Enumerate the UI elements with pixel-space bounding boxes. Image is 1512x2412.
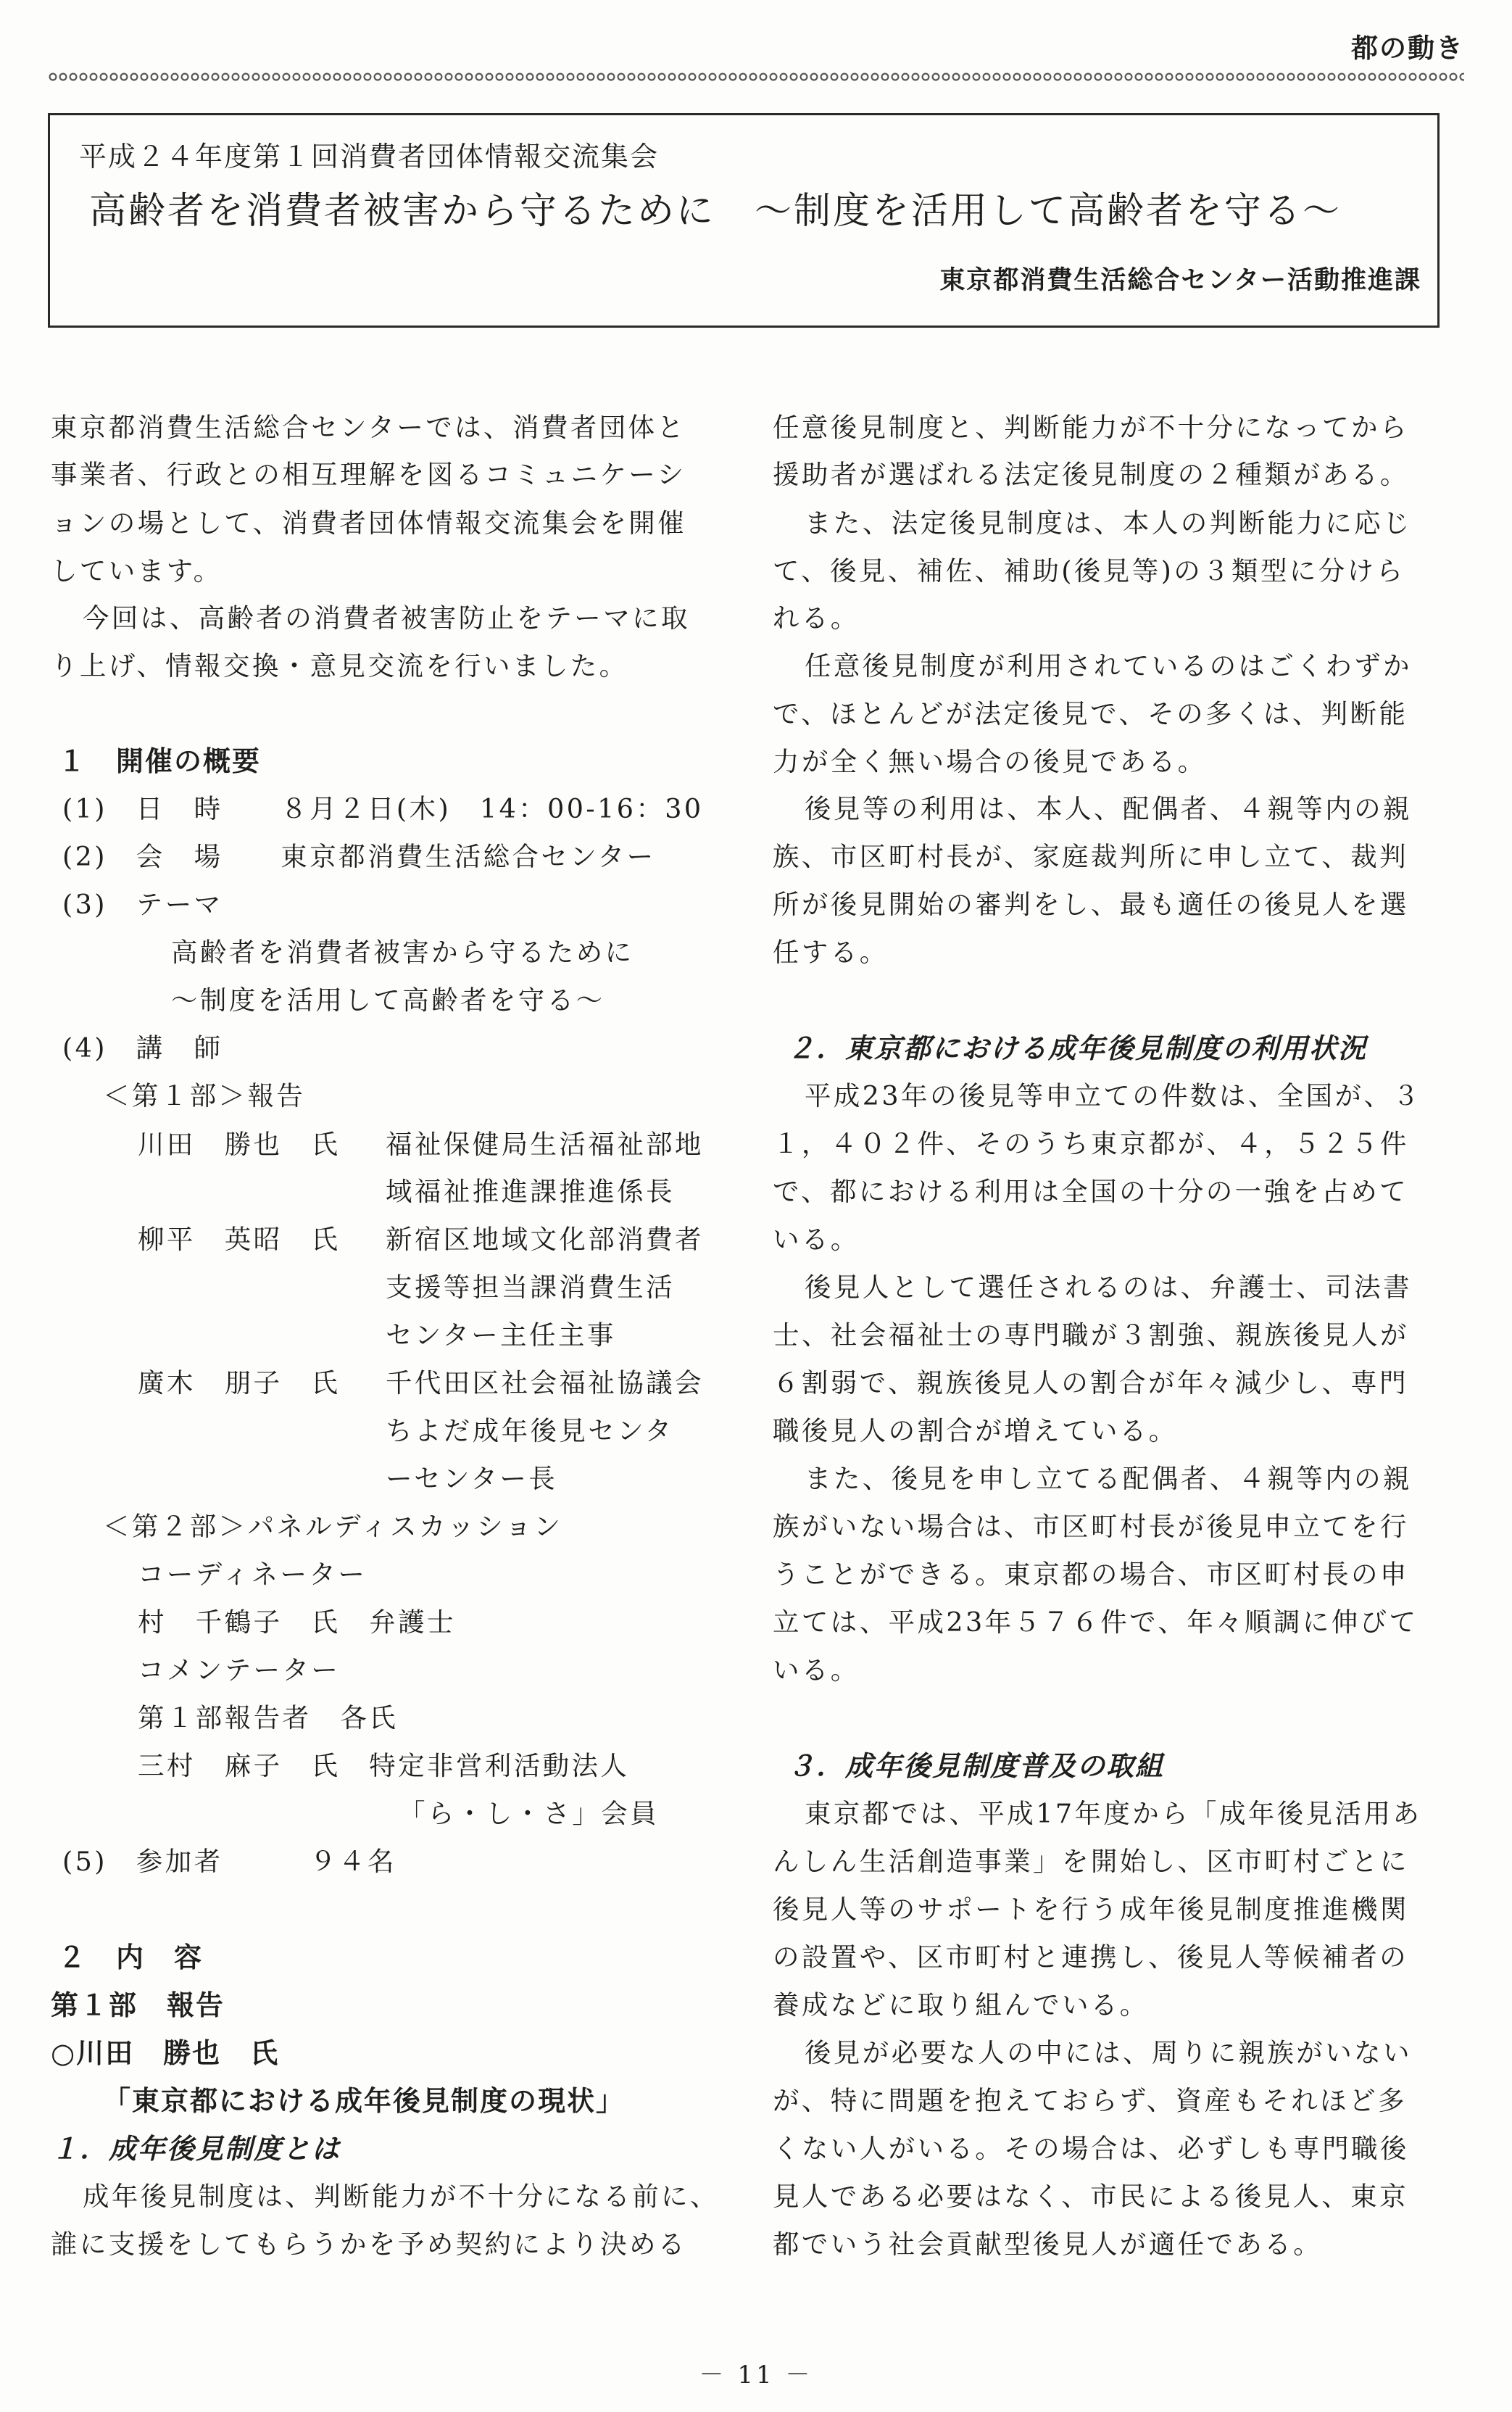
text-line: 族、市区町村長が、家庭裁判所に申し立て、裁判 [773, 841, 1409, 872]
text-line: コメンテーター [138, 1654, 341, 1686]
text-line: 職後見人の割合が増えている。 [773, 1415, 1178, 1446]
text-line: ６割弱で、親族後見人の割合が年々減少し、専門 [773, 1367, 1409, 1398]
section-heading: ２．東京都における成年後見制度の利用状況 [787, 1032, 1368, 1064]
text-line: 立ては、平成23年５７６件で、年々順調に伸びて [773, 1607, 1418, 1638]
text-line: り上げ、情報交換・意見交流を行いました。 [51, 650, 628, 681]
text-line: (3) テーマ [62, 889, 223, 920]
text-line: 平成23年の後見等申立ての件数は、全国が、３ [805, 1080, 1422, 1111]
text-line: 支援等担当課消費生活 [386, 1272, 675, 1303]
section-tag: 都の動き [1351, 33, 1464, 64]
text-line: ～制度を活用して高齢者を守る～ [171, 985, 605, 1016]
text-line: で、ほとんどが法定後見で、その多くは、判断能 [773, 698, 1408, 729]
text-line: また、後見を申し立てる配偶者、４親等内の親 [805, 1463, 1412, 1494]
text-line: 士、社会福祉士の専門職が３割強、親族後見人が [773, 1319, 1409, 1351]
text-line: ちよだ成年後見センタ [386, 1415, 674, 1446]
text-line: 今回は、高齢者の消費者被害防止をテーマに取 [83, 602, 690, 634]
text-line: 三村 麻子 氏 特定非営利活動法人 [138, 1750, 630, 1781]
text-line: 廣木 朋子 氏 [138, 1367, 341, 1398]
section-heading: １ 開催の概要 [58, 745, 262, 777]
section-heading: ○川田 勝也 氏 [51, 2037, 280, 2069]
text-line: 川田 勝也 氏 [138, 1129, 341, 1160]
text-line: 東京都では、平成17年度から「成年後見活用あ [805, 1798, 1422, 1829]
text-line: て、後見、補佐、補助(後見等)の３類型に分けら [773, 555, 1405, 587]
text-line: １，４０２件、そのうち東京都が、４，５２５件 [773, 1128, 1409, 1159]
text-line: れる。 [773, 602, 860, 634]
text-line: また、法定後見制度は、本人の判断能力に応じ [805, 507, 1412, 539]
text-line: (2) 会 場 東京都消費生活総合センター [62, 841, 656, 872]
text-line: 所が後見開始の審判をし、最も適任の後見人を選 [773, 889, 1409, 920]
dotted-divider [48, 71, 1464, 83]
text-line: 福祉保健局生活福祉部地 [386, 1129, 704, 1160]
section-heading: ３．成年後見制度普及の取組 [787, 1750, 1165, 1782]
text-line: (1) 日 時 ８月２日(木) 14：00-16：30 [62, 793, 704, 824]
department-name: 東京都消費生活総合センター活動推進課 [939, 266, 1421, 295]
section-heading: 第１部 報告 [51, 1989, 225, 2021]
text-line: コーディネーター [138, 1559, 367, 1590]
text-line: ＜第２部＞パネルディスカッション [103, 1511, 563, 1542]
text-line: 事業者、行政との相互理解を図るコミュニケーシ [51, 459, 686, 490]
text-line: 成年後見制度は、判断能力が不十分になる前に、 [83, 2181, 719, 2212]
text-line: 柳平 英昭 氏 [138, 1224, 341, 1255]
text-line: 族がいない場合は、市区町村長が後見申立てを行 [773, 1511, 1409, 1542]
text-line: 養成などに取り組んでいる。 [773, 1989, 1149, 2021]
text-line: 援助者が選ばれる法定後見制度の２種類がある。 [773, 459, 1409, 490]
text-line: 後見人等のサポートを行う成年後見制度推進機関 [773, 1894, 1409, 1925]
text-line: で、都における利用は全国の十分の一強を占めて [773, 1176, 1409, 1207]
text-line: 高齢者を消費者被害から守るために [171, 937, 634, 968]
text-line: が、特に問題を抱えておらず、資産もそれほど多 [773, 2085, 1407, 2116]
section-heading: ２ 内 容 [58, 1941, 204, 1973]
text-line: (5) 参加者 ９４名 [62, 1846, 396, 1877]
text-line: 千代田区社会福祉協議会 [386, 1367, 704, 1398]
text-line: うことができる。東京都の場合、市区町村長の申 [773, 1559, 1409, 1590]
section-heading: １．成年後見制度とは [51, 2133, 341, 2165]
text-line: 「ら・し・さ」会員 [399, 1798, 660, 1829]
text-line: んしん生活創造事業」を開始し、区市町村ごとに [773, 1846, 1409, 1877]
text-line: 誰に支援をしてもらうかを予め契約により決める [51, 2229, 687, 2260]
text-line: 東京都消費生活総合センターでは、消費者団体と [51, 412, 686, 443]
text-line: ーセンター長 [386, 1463, 558, 1494]
text-line: (4) 講 師 [62, 1032, 223, 1064]
text-line: 新宿区地域文化部消費者 [386, 1224, 704, 1255]
text-line: 任意後見制度が利用されているのはごくわずか [805, 650, 1412, 681]
text-line: 第１部報告者 各氏 [138, 1702, 399, 1733]
text-line: 見人である必要はなく、市民による後見人、東京 [773, 2181, 1409, 2212]
text-line: センター主任主事 [386, 1319, 616, 1351]
text-line: 都でいう社会貢献型後見人が適任である。 [773, 2229, 1323, 2260]
text-line: 任意後見制度と、判断能力が不十分になってから [773, 412, 1409, 443]
title-box [48, 113, 1440, 328]
event-title: 平成２４年度第１回消費者団体情報交流集会 [79, 141, 660, 173]
section-heading: 「東京都における成年後見制度の現状」 [103, 2085, 626, 2117]
text-line: いる。 [773, 1224, 860, 1255]
page-number: － 11 － [699, 2361, 813, 2390]
text-line: の設置や、区市町村と連携し、後見人等候補者の [773, 1941, 1409, 1973]
text-line: ョンの場として、消費者団体情報交流集会を開催 [51, 507, 687, 539]
text-line: くない人がいる。その場合は、必ずしも専門職後 [773, 2133, 1409, 2164]
text-line: 後見等の利用は、本人、配偶者、４親等内の親 [805, 793, 1412, 824]
text-line: しています。 [51, 555, 223, 587]
text-line: 域福祉推進課推進係長 [386, 1176, 675, 1207]
text-line: 後見人として選任されるのは、弁護士、司法書 [805, 1272, 1412, 1303]
text-line: 任する。 [773, 937, 889, 968]
text-line: いる。 [773, 1654, 860, 1686]
text-line: ＜第１部＞報告 [103, 1080, 306, 1111]
main-title: 高齢者を消費者被害から守るために ～制度を活用して高齢者を守る～ [89, 190, 1342, 233]
text-line: 力が全く無い場合の後見である。 [773, 746, 1207, 777]
text-line: 後見が必要な人の中には、周りに親族がいない [805, 2037, 1412, 2068]
text-line: 村 千鶴子 氏 弁護士 [138, 1607, 456, 1638]
